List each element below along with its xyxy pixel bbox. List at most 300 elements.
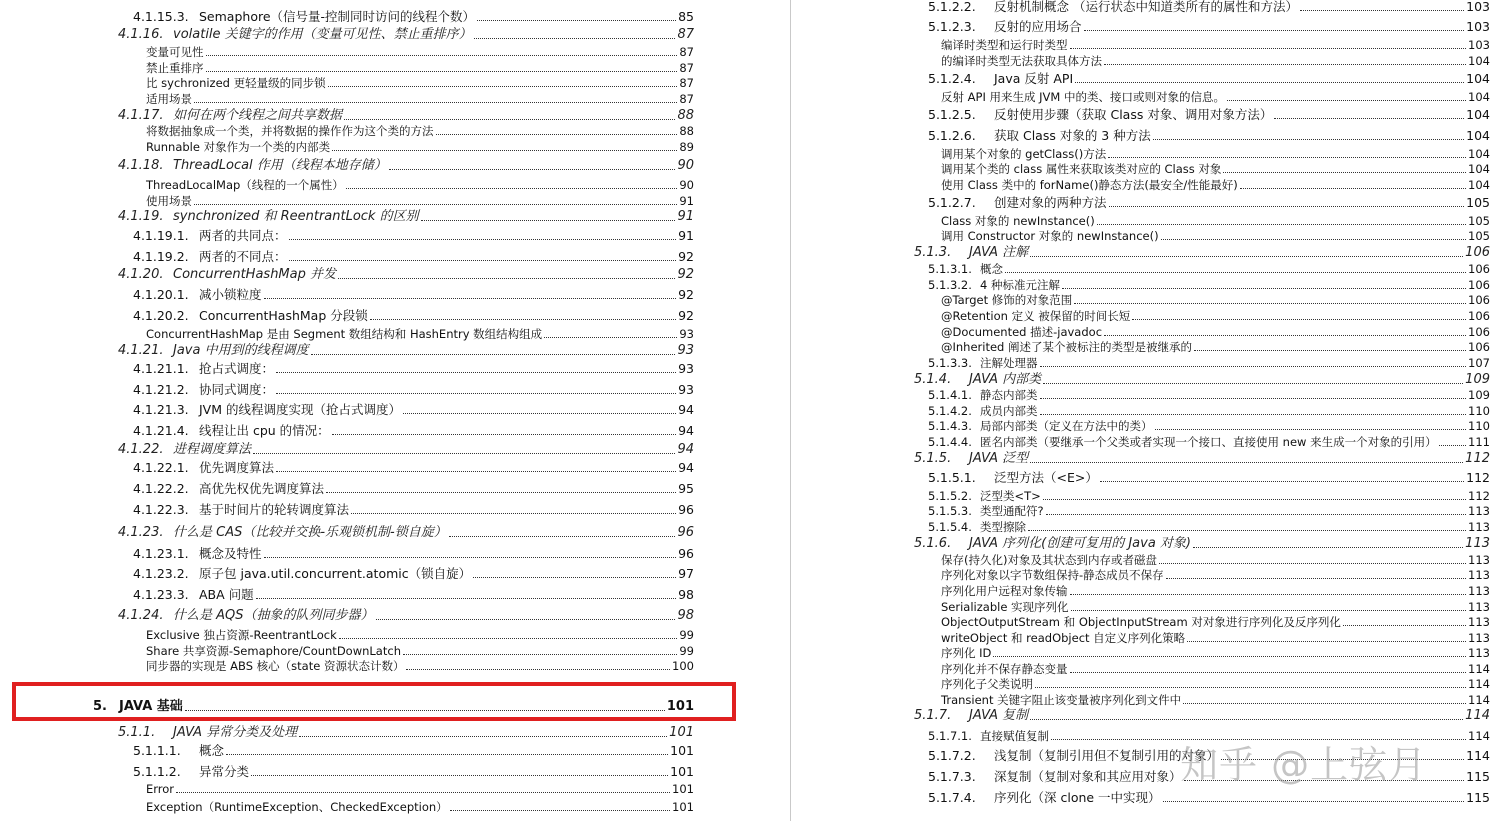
toc-dot-leader <box>194 204 677 205</box>
toc-entry[interactable] <box>146 194 694 208</box>
toc-entry-page: 87 <box>679 76 694 90</box>
toc-entry-title: 线程让出 cpu 的情况： <box>199 423 330 438</box>
toc-entry-page: 92 <box>678 308 694 323</box>
toc-entry-page: 113 <box>1468 568 1490 582</box>
toc-entry-page: 113 <box>1468 646 1490 660</box>
toc-entry[interactable] <box>914 537 1490 551</box>
toc-entry-page: 110 <box>1468 404 1490 418</box>
toc-entry-number: 5.1.7.4. <box>928 790 976 805</box>
toc-entry[interactable] <box>928 356 1490 370</box>
toc-entry-page: 106 <box>1468 278 1490 292</box>
toc-entry-title: 泛型方法（<E>） <box>994 470 1098 485</box>
toc-entry-title: Error <box>146 782 175 796</box>
toc-entry-page: 114 <box>1468 662 1490 676</box>
toc-entry-page: 112 <box>1466 470 1490 485</box>
toc-entry[interactable] <box>914 246 1490 260</box>
toc-entry-page: 113 <box>1468 504 1490 518</box>
toc-entry[interactable] <box>941 677 1490 691</box>
toc-entry-title: ConcurrentHashMap 分段锁 <box>199 308 368 323</box>
toc-entry-page: 104 <box>1466 128 1490 143</box>
toc-entry-title: 两者的共同点： <box>199 228 287 243</box>
toc-entry[interactable] <box>133 765 694 779</box>
toc-entry-page: 104 <box>1468 90 1490 104</box>
toc-dot-leader <box>276 471 676 472</box>
toc-entry[interactable] <box>133 461 694 475</box>
toc-entry-number: 4.1.19. <box>118 209 164 224</box>
toc-dot-leader <box>1194 350 1466 351</box>
toc-entry-title: 高优先权优先调度算法 <box>199 481 325 496</box>
toc-dot-leader <box>256 598 676 599</box>
toc-entry[interactable] <box>146 800 694 814</box>
toc-entry-title: 序列化用户远程对象传输 <box>941 584 1068 598</box>
toc-entry-number: 4.1.15.3. <box>133 9 189 24</box>
toc-entry-page: 114 <box>1468 693 1490 707</box>
toc-entry-page: 106 <box>1465 245 1490 260</box>
toc-entry-page: 106 <box>1468 293 1490 307</box>
toc-entry-number: 4.1.21.3. <box>133 402 189 417</box>
toc-entry[interactable] <box>941 615 1490 629</box>
toc-entry[interactable] <box>118 443 694 457</box>
toc-entry-title: 保存(持久化)对象及其状态到内存或者磁盘 <box>941 553 1157 567</box>
toc-entry-title: 优先调度算法 <box>199 460 275 475</box>
toc-entry[interactable] <box>118 726 694 740</box>
toc-entry-title: 成员内部类 <box>980 404 1038 418</box>
toc-entry[interactable] <box>118 159 694 173</box>
toc-entry-title: 如何在两个线程之间共享数据 <box>173 108 343 123</box>
toc-entry[interactable] <box>118 268 694 282</box>
toc-entry-title: 序列化对象以字节数组保持-静态成员不保存 <box>941 568 1164 582</box>
toc-dot-leader <box>1043 499 1466 500</box>
toc-entry[interactable] <box>928 388 1490 402</box>
toc-entry-number: 4.1.23.1. <box>133 546 189 561</box>
toc-entry[interactable] <box>941 178 1490 192</box>
toc-entry[interactable] <box>146 76 694 90</box>
toc-entry[interactable] <box>133 503 694 517</box>
toc-entry-number: 4.1.19.2. <box>133 249 189 264</box>
toc-entry-page: 115 <box>1466 790 1490 805</box>
toc-entry-title: ConcurrentHashMap 是由 Segment 数组结构和 HashEntry 数组结构组成 <box>146 327 543 341</box>
toc-entry-page: 104 <box>1466 71 1490 86</box>
toc-entry-title: Class 对象的 newInstance() <box>941 214 1095 228</box>
toc-entry-page: 87 <box>679 92 694 106</box>
toc-dot-leader <box>1300 10 1464 11</box>
toc-entry-title: synchronized 和 ReentrantLock 的区别 <box>173 209 419 224</box>
toc-entry-number: 5.1.5. <box>914 451 952 466</box>
toc-entry[interactable] <box>928 278 1490 292</box>
toc-entry-number: 4.1.21. <box>118 343 164 358</box>
toc-dot-leader <box>1439 445 1466 446</box>
toc-entry-title: 进程调度算法 <box>173 442 252 457</box>
toc-entry[interactable] <box>146 45 694 59</box>
toc-entry-page: 106 <box>1468 309 1490 323</box>
toc-entry-title: 获取 Class 对象的 3 种方法 <box>994 128 1151 143</box>
toc-entry[interactable] <box>118 609 694 623</box>
toc-entry-page: 114 <box>1465 708 1490 723</box>
toc-entry[interactable] <box>928 196 1490 210</box>
toc-entry-title: 概念 <box>199 743 225 758</box>
toc-entry-page: 114 <box>1468 729 1490 743</box>
toc-entry[interactable] <box>941 293 1490 307</box>
toc-entry[interactable] <box>146 92 694 106</box>
toc-entry[interactable] <box>146 124 694 138</box>
toc-entry[interactable] <box>928 108 1490 122</box>
toc-entry-number: 5.1.3.2. <box>928 278 972 292</box>
toc-entry-title: 反射使用步骤（获取 Class 对象、调用对象方法） <box>994 107 1273 122</box>
toc-entry-title: 类型擦除 <box>980 520 1026 534</box>
toc-entry-page: 98 <box>678 587 694 602</box>
toc-dot-leader <box>226 754 668 755</box>
toc-entry-page: 104 <box>1468 178 1490 192</box>
toc-entry-number: 4.1.21.1. <box>133 361 189 376</box>
toc-entry-page: 101 <box>666 699 694 714</box>
toc-entry-title: writeObject 和 readObject 自定义序列化策略 <box>941 631 1186 645</box>
toc-entry[interactable] <box>928 20 1490 34</box>
toc-entry-title: 类型通配符? <box>980 504 1044 518</box>
toc-entry-title: 匿名内部类（要继承一个父类或者实现一个接口、直接使用 new 来生成一个对象的引用） <box>980 435 1437 449</box>
toc-dot-leader <box>328 86 678 87</box>
toc-entry-page: 101 <box>672 782 694 796</box>
toc-entry-number: 5.1.7.2. <box>928 748 976 763</box>
toc-dot-leader <box>339 638 678 639</box>
toc-entry-title: 概念及特性 <box>199 546 262 561</box>
toc-entry-title: 泛型类<T> <box>980 489 1041 503</box>
toc-entry[interactable] <box>941 693 1490 707</box>
toc-entry-title: 什么是 AQS（抽象的队列同步器） <box>173 608 374 623</box>
toc-dot-leader <box>289 260 677 261</box>
toc-entry-title: JVM 的线程调度实现（抢占式调度） <box>199 402 401 417</box>
toc-entry[interactable] <box>118 210 694 224</box>
toc-entry-page: 89 <box>679 140 694 154</box>
toc-entry-title: ThreadLocalMap（线程的一个属性） <box>146 178 344 192</box>
toc-entry[interactable] <box>118 526 694 540</box>
toc-dot-leader <box>1040 398 1467 399</box>
toc-dot-leader <box>1104 335 1466 336</box>
toc-entry[interactable] <box>941 38 1490 52</box>
toc-entry[interactable] <box>133 362 694 376</box>
toc-entry-number: 5.1.7.1. <box>928 729 972 743</box>
toc-entry[interactable] <box>146 644 694 658</box>
toc-entry[interactable] <box>133 547 694 561</box>
toc-entry-page: 92 <box>677 267 694 282</box>
toc-entry[interactable] <box>941 325 1490 339</box>
toc-dot-leader <box>473 577 676 578</box>
toc-entry-title: @Documented 描述-javadoc <box>941 325 1103 339</box>
toc-entry-page: 96 <box>677 525 694 540</box>
toc-dot-leader <box>1084 30 1465 31</box>
toc-entry[interactable] <box>146 61 694 75</box>
toc-entry-number: 5.1.5.4. <box>928 520 972 534</box>
toc-entry-title: 两者的不同点： <box>199 249 287 264</box>
toc-entry-number: 4.1.18. <box>118 158 164 173</box>
toc-entry-title: ObjectOutputStream 和 ObjectInputStream 对对象进行序列化及反序列化 <box>941 615 1341 629</box>
toc-entry-title: Share 共享资源-Semaphore/CountDownLatch <box>146 644 401 658</box>
toc-dot-leader <box>332 150 677 151</box>
toc-dot-leader <box>206 71 678 72</box>
toc-entry[interactable] <box>941 646 1490 660</box>
toc-dot-leader <box>1227 100 1466 101</box>
toc-entry-title: JAVA 基础 <box>119 699 183 714</box>
toc-entry-title: ThreadLocal 作用（线程本地存储） <box>173 158 387 173</box>
toc-entry[interactable] <box>133 482 694 496</box>
toc-dot-leader <box>1343 625 1466 626</box>
toc-dot-leader <box>1028 530 1466 531</box>
toc-entry-page: 114 <box>1468 677 1490 691</box>
toc-entry[interactable] <box>146 782 694 796</box>
toc-entry[interactable] <box>133 309 694 323</box>
toc-entry-title: 抢占式调度： <box>199 361 275 376</box>
toc-entry[interactable] <box>133 10 694 24</box>
toc-entry-title: Exception（RuntimeException、CheckedException） <box>146 800 448 814</box>
toc-entry[interactable] <box>941 553 1490 567</box>
toc-entry-page: 91 <box>677 209 694 224</box>
toc-entry-page: 98 <box>677 608 694 623</box>
toc-dot-leader <box>1187 641 1466 642</box>
toc-entry[interactable] <box>133 567 694 581</box>
toc-dot-leader <box>1161 239 1466 240</box>
toc-entry-title: JAVA 内部类 <box>969 372 1042 387</box>
toc-entry-title: Java 中用到的线程调度 <box>173 343 309 358</box>
toc-entry-title: Java 反射 API <box>994 71 1074 86</box>
toc-entry-title: 变量可见性 <box>146 45 204 59</box>
toc-entry-page: 93 <box>678 361 694 376</box>
toc-dot-leader <box>1193 547 1463 548</box>
toc-dot-leader <box>1030 256 1463 257</box>
toc-entry-page: 113 <box>1468 615 1490 629</box>
toc-entry-title: 浅复制（复制引用但不复制引用的对象） <box>994 748 1220 763</box>
toc-entry-page: 91 <box>678 228 694 243</box>
toc-entry[interactable] <box>941 600 1490 614</box>
toc-dot-leader <box>1183 703 1466 704</box>
toc-dot-leader <box>403 654 677 655</box>
toc-entry[interactable] <box>914 452 1490 466</box>
toc-entry[interactable] <box>941 147 1490 161</box>
toc-dot-leader <box>474 38 676 39</box>
toc-dot-leader <box>421 220 676 221</box>
toc-dot-leader <box>276 372 676 373</box>
toc-entry-page: 87 <box>679 45 694 59</box>
toc-entry-page: 109 <box>1465 372 1490 387</box>
toc-entry[interactable] <box>928 471 1490 485</box>
toc-entry-number: 4.1.22.2. <box>133 481 189 496</box>
toc-entry-page: 104 <box>1468 162 1490 176</box>
toc-entry[interactable] <box>928 404 1490 418</box>
toc-entry-number: 5.1.3. <box>914 245 952 260</box>
toc-entry-title: @Target 修饰的对象范围 <box>941 293 1073 307</box>
toc-dot-leader <box>1166 578 1466 579</box>
toc-entry[interactable] <box>928 419 1490 433</box>
toc-entry-page: 107 <box>1468 356 1490 370</box>
toc-entry[interactable] <box>146 140 694 154</box>
toc-entry[interactable] <box>133 588 694 602</box>
toc-entry[interactable] <box>941 662 1490 676</box>
toc-dot-leader <box>406 669 670 670</box>
toc-entry[interactable] <box>941 90 1490 104</box>
toc-entry-title: 反射的应用场合 <box>994 19 1082 34</box>
toc-entry-title: 使用场景 <box>146 194 192 208</box>
toc-entry[interactable] <box>133 403 694 417</box>
toc-entry[interactable] <box>146 628 694 642</box>
toc-entry-number: 5.1.7. <box>914 708 952 723</box>
toc-entry-number: 5.1.3.3. <box>928 356 972 370</box>
toc-entry-page: 113 <box>1468 520 1490 534</box>
toc-entry[interactable] <box>941 340 1490 354</box>
toc-dot-leader <box>389 169 676 170</box>
toc-entry-title: 深复制（复制对象和其应用对象） <box>994 769 1182 784</box>
toc-dot-leader <box>1030 462 1463 463</box>
toc-entry-number: 4.1.23. <box>118 525 164 540</box>
toc-entry[interactable] <box>928 262 1490 276</box>
toc-entry-page: 91 <box>679 194 694 208</box>
toc-entry-page: 105 <box>1468 229 1490 243</box>
toc-entry[interactable] <box>146 327 694 341</box>
toc-entry-title: Transient 关键字阻止该变量被序列化到文件中 <box>941 693 1182 707</box>
toc-entry-number: 5.1.6. <box>914 536 952 551</box>
toc-dot-leader <box>1100 481 1464 482</box>
toc-entry-title: 调用 Constructor 对象的 newInstance() <box>941 229 1159 243</box>
toc-entry-page: 113 <box>1468 584 1490 598</box>
toc-entry-number: 5.1.5.3. <box>928 504 972 518</box>
toc-dot-leader <box>436 134 678 135</box>
toc-entry-number: 4.1.16. <box>118 27 164 42</box>
toc-entry-title: 序列化子父类说明 <box>941 677 1033 691</box>
toc-entry[interactable] <box>118 109 694 123</box>
toc-entry-page: 85 <box>678 9 694 24</box>
toc-entry-title: JAVA 序列化(创建可复用的 Java 对象) <box>969 536 1191 551</box>
toc-entry[interactable] <box>928 129 1490 143</box>
toc-entry-number: 5.1.2.6. <box>928 128 976 143</box>
toc-entry[interactable] <box>118 344 694 358</box>
toc-dot-leader <box>299 736 667 737</box>
highlight-box-java-basics <box>12 682 736 721</box>
toc-entry-page: 92 <box>678 287 694 302</box>
toc-entry[interactable] <box>133 383 694 397</box>
toc-dot-leader <box>338 278 675 279</box>
toc-entry[interactable] <box>133 744 694 758</box>
toc-entry-page: 94 <box>678 423 694 438</box>
toc-entry-page: 88 <box>679 124 694 138</box>
toc-dot-leader <box>1005 272 1466 273</box>
watermark: 知乎 @上弦月 <box>1180 743 1428 787</box>
toc-entry-title: 减小锁粒度 <box>199 287 262 302</box>
toc-entry-title: 什么是 CAS（比较并交换-乐观锁机制-锁自旋） <box>173 525 447 540</box>
toc-entry[interactable] <box>133 424 694 438</box>
toc-entry-page: 104 <box>1468 147 1490 161</box>
toc-entry[interactable] <box>928 0 1490 14</box>
toc-entry-number: 4.1.22.1. <box>133 460 189 475</box>
toc-entry[interactable] <box>941 214 1490 228</box>
toc-entry-number: 5.1.3.1. <box>928 262 972 276</box>
toc-entry[interactable] <box>941 162 1490 176</box>
toc-entry[interactable] <box>146 659 694 673</box>
toc-entry[interactable] <box>928 435 1490 449</box>
toc-entry[interactable] <box>928 489 1490 503</box>
toc-dot-leader <box>289 239 677 240</box>
toc-entry[interactable] <box>941 309 1490 323</box>
toc-entry-page: 114 <box>1466 748 1490 763</box>
toc-dot-leader <box>1030 719 1463 720</box>
toc-entry-title: 使用 Class 类中的 forName()静态方法(最安全/性能最好) <box>941 178 1238 192</box>
toc-entry-number: 5.1.2.7. <box>928 195 976 210</box>
toc-entry-title: 基于时间片的轮转调度算法 <box>199 502 350 517</box>
toc-entry[interactable] <box>928 504 1490 518</box>
toc-entry[interactable] <box>133 250 694 264</box>
toc-entry-title: 比 sychronized 更轻量级的同步锁 <box>146 76 326 90</box>
toc-entry-page: 112 <box>1465 451 1490 466</box>
toc-entry-number: 5.1.5.1. <box>928 470 976 485</box>
toc-entry-number: 4.1.20.1. <box>133 287 189 302</box>
toc-entry-page: 113 <box>1468 600 1490 614</box>
toc-entry-title: 异常分类 <box>199 764 250 779</box>
toc-dot-leader <box>351 513 676 514</box>
toc-entry-title: 创建对象的两种方法 <box>994 195 1107 210</box>
toc-entry-title: 适用场景 <box>146 92 192 106</box>
toc-entry-page: 93 <box>679 327 694 341</box>
toc-entry[interactable] <box>941 568 1490 582</box>
toc-entry-number: 4.1.17. <box>118 108 164 123</box>
toc-dot-leader <box>993 656 1466 657</box>
toc-dot-leader <box>1108 157 1466 158</box>
toc-dot-leader <box>1070 48 1467 49</box>
toc-entry-page: 101 <box>672 800 694 814</box>
toc-entry-page: 109 <box>1468 388 1490 402</box>
toc-entry-title: @Inherited 阐述了某个被标注的类型是被继承的 <box>941 340 1193 354</box>
toc-entry[interactable] <box>941 631 1490 645</box>
toc-entry-page: 94 <box>677 442 694 457</box>
toc-entry[interactable] <box>118 28 694 42</box>
toc-entry-number: 4.1.23.3. <box>133 587 189 602</box>
toc-entry-page: 95 <box>678 481 694 496</box>
toc-page-right <box>798 0 1494 821</box>
toc-entry-number: 5.1.4. <box>914 372 952 387</box>
toc-entry[interactable] <box>941 54 1490 68</box>
toc-entry[interactable] <box>133 229 694 243</box>
toc-entry-page: 99 <box>679 644 694 658</box>
toc-entry-title: 概念 <box>980 262 1003 276</box>
toc-dot-leader <box>1274 118 1464 119</box>
toc-entry[interactable] <box>914 709 1490 723</box>
toc-entry-page: 115 <box>1466 769 1490 784</box>
toc-dot-leader <box>176 792 670 793</box>
toc-entry[interactable] <box>146 178 694 192</box>
toc-dot-leader <box>346 188 678 189</box>
toc-entry-title: 注解处理器 <box>980 356 1038 370</box>
toc-entry[interactable] <box>941 229 1490 243</box>
toc-entry-title: 序列化 ID <box>941 646 992 660</box>
toc-entry[interactable] <box>928 520 1490 534</box>
toc-entry-page: 100 <box>672 659 694 673</box>
toc-dot-leader <box>1132 319 1466 320</box>
toc-entry-number: 4.1.24. <box>118 608 164 623</box>
toc-dot-leader <box>1163 801 1465 802</box>
toc-dot-leader <box>264 557 677 558</box>
toc-entry[interactable] <box>928 791 1490 805</box>
toc-dot-leader <box>264 298 677 299</box>
toc-entry[interactable] <box>928 72 1490 86</box>
toc-entry-page: 88 <box>677 108 694 123</box>
toc-entry-number: 4.1.20.2. <box>133 308 189 323</box>
toc-entry-page: 104 <box>1466 107 1490 122</box>
toc-entry-page: 110 <box>1468 419 1490 433</box>
toc-entry[interactable] <box>941 584 1490 598</box>
toc-entry[interactable] <box>133 288 694 302</box>
toc-dot-leader <box>449 536 676 537</box>
toc-entry-number: 5.1.4.4. <box>928 435 972 449</box>
toc-entry-page: 101 <box>670 743 694 758</box>
toc-entry-title: 同步器的实现是 ABS 核心（state 资源状态计数） <box>146 659 405 673</box>
toc-dot-leader <box>450 810 670 811</box>
toc-entry-number: 4.1.20. <box>118 267 164 282</box>
toc-entry[interactable] <box>914 373 1490 387</box>
